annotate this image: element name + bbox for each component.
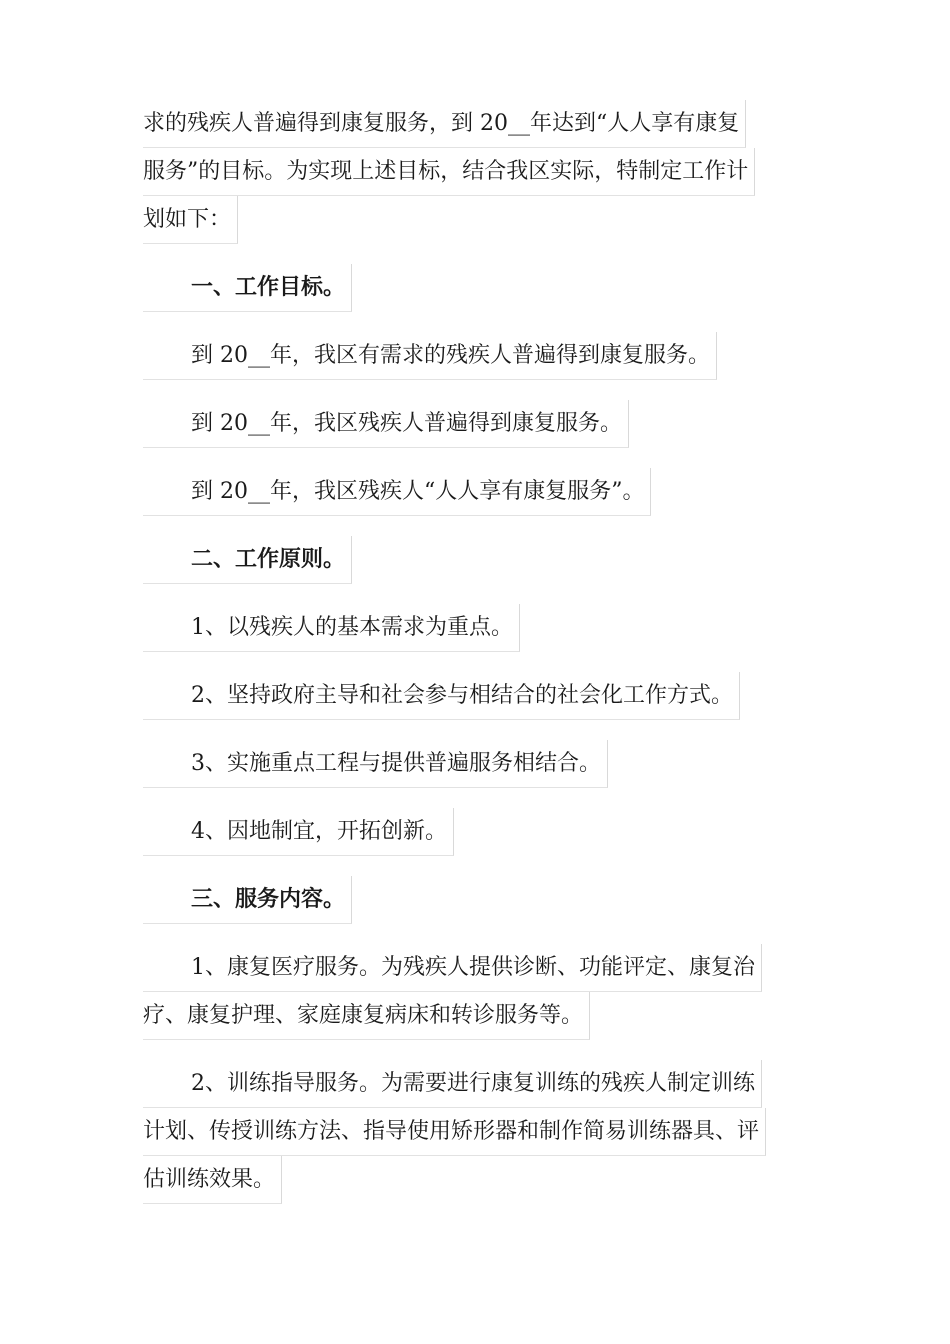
principle-paragraph-3 bbox=[143, 740, 823, 788]
text-line: 到 20__年，我区有需求的残疾人普遍得到康复服务。 bbox=[143, 332, 823, 380]
section-heading-services bbox=[143, 876, 823, 924]
text-line: 到 20__年，我区残疾人“人人享有康复服务”。 bbox=[143, 468, 823, 516]
service-paragraph-1 bbox=[143, 944, 823, 1040]
text-line: 4、因地制宜，开拓创新。 bbox=[143, 808, 823, 856]
heading-line: 三、服务内容。 bbox=[143, 876, 823, 924]
section-heading-goals bbox=[143, 264, 823, 312]
text-line: 2、训练指导服务。为需要进行康复训练的残疾人制定训练 bbox=[143, 1060, 823, 1108]
goal-paragraph-2 bbox=[143, 400, 823, 448]
text-line: 到 20__年，我区残疾人普遍得到康复服务。 bbox=[143, 400, 823, 448]
text-line: 求的残疾人普遍得到康复服务，到 20__年达到“人人享有康复 bbox=[143, 100, 823, 148]
principle-paragraph-1 bbox=[143, 604, 823, 652]
intro-paragraph bbox=[143, 100, 823, 244]
document-page bbox=[143, 100, 823, 1204]
text-line: 疗、康复护理、家庭康复病床和转诊服务等。 bbox=[143, 992, 823, 1040]
text-line: 划如下： bbox=[143, 196, 823, 244]
principle-paragraph-4 bbox=[143, 808, 823, 856]
goal-paragraph-3 bbox=[143, 468, 823, 516]
heading-line: 一、工作目标。 bbox=[143, 264, 823, 312]
heading-line: 二、工作原则。 bbox=[143, 536, 823, 584]
text-line: 3、实施重点工程与提供普遍服务相结合。 bbox=[143, 740, 823, 788]
principle-paragraph-2 bbox=[143, 672, 823, 720]
text-line: 1、康复医疗服务。为残疾人提供诊断、功能评定、康复治 bbox=[143, 944, 823, 992]
goal-paragraph-1 bbox=[143, 332, 823, 380]
text-line: 1、以残疾人的基本需求为重点。 bbox=[143, 604, 823, 652]
section-heading-principles bbox=[143, 536, 823, 584]
text-line: 服务”的目标。为实现上述目标，结合我区实际，特制定工作计 bbox=[143, 148, 823, 196]
service-paragraph-2 bbox=[143, 1060, 823, 1204]
text-line: 估训练效果。 bbox=[143, 1156, 823, 1204]
text-line: 计划、传授训练方法、指导使用矫形器和制作简易训练器具、评 bbox=[143, 1108, 823, 1156]
text-line: 2、坚持政府主导和社会参与相结合的社会化工作方式。 bbox=[143, 672, 823, 720]
